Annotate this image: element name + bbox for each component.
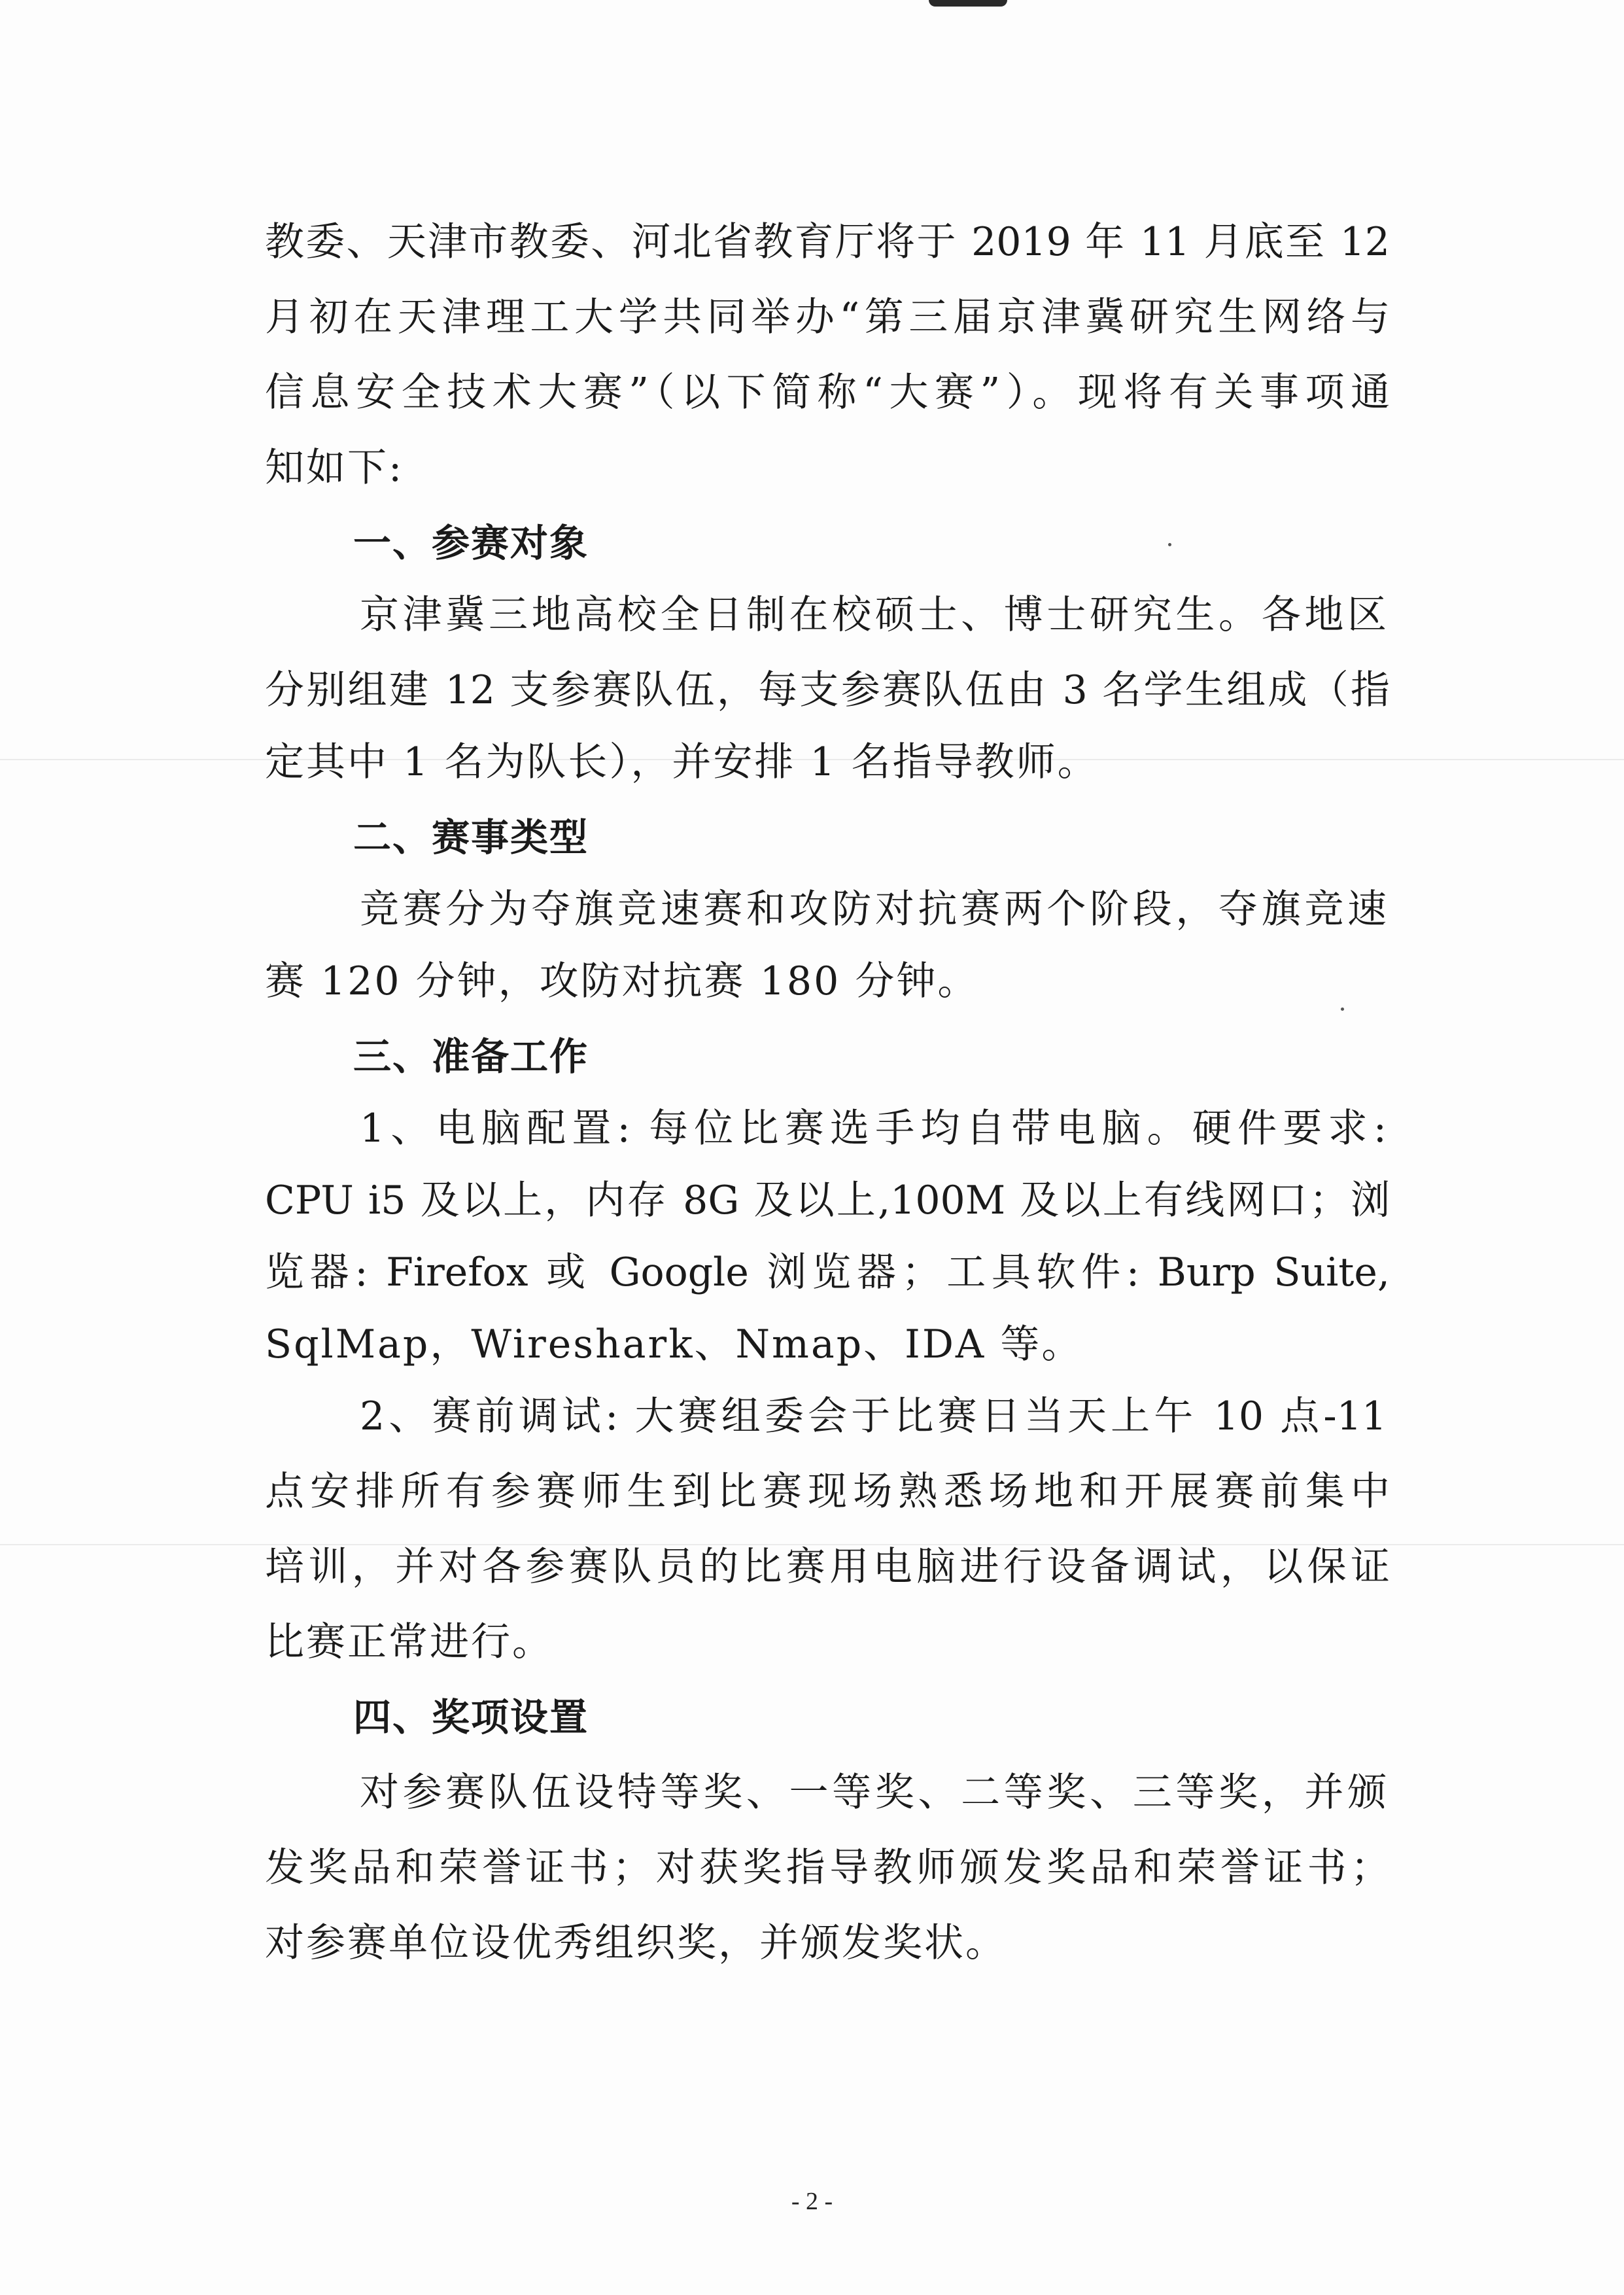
- section-paragraph-line: 比赛正常进行。: [265, 1619, 553, 1665]
- section-paragraph-line: 发奖品和荣誉证书；对获奖指导教师颁发奖品和荣誉证书；: [265, 1845, 1390, 1891]
- section-paragraph-line: 1、电脑配置: 每位比赛选手均自带电脑。硬件要求:: [360, 1106, 1387, 1151]
- intro-paragraph-line: 月初在天津理工大学共同举办“第三届京津冀研究生网络与: [265, 294, 1390, 340]
- section-paragraph-line: 点安排所有参赛师生到比赛现场熟悉场地和开展赛前集中: [265, 1469, 1390, 1515]
- section-heading-event-type: 二、赛事类型: [353, 815, 589, 860]
- scan-speck: [1341, 1007, 1344, 1011]
- section-paragraph-line: 览器: Firefox 或 Google 浏览器；工具软件: Burp Suite,: [265, 1250, 1390, 1295]
- section-paragraph-line: 对参赛队伍设特等奖、一等奖、二等奖、三等奖，并颁: [360, 1770, 1387, 1815]
- section-paragraph-line: 定其中 1 名为队长），并安排 1 名指导教师。: [265, 739, 1099, 785]
- section-heading-preparation: 三、准备工作: [353, 1034, 589, 1079]
- section-paragraph-line: CPU i5 及以上，内存 8G 及以上,100M 及以上有线网口；浏: [265, 1178, 1390, 1223]
- section-paragraph-line: 竞赛分为夺旗竞速赛和攻防对抗赛两个阶段，夺旗竞速: [360, 886, 1387, 932]
- section-paragraph-line: 对参赛单位设优秀组织奖，并颁发奖状。: [265, 1920, 1007, 1966]
- section-paragraph-line: SqlMap，Wireshark、Nmap、IDA 等。: [265, 1322, 1083, 1367]
- intro-paragraph-line: 信息安全技术大赛”（以下简称“大赛”）。现将有关事项通: [265, 370, 1390, 415]
- section-paragraph-line: 培训，并对各参赛队员的比赛用电脑进行设备调试，以保证: [265, 1544, 1390, 1590]
- scan-artifact: [929, 0, 1007, 7]
- section-paragraph-line: 京津冀三地高校全日制在校硕士、博士研究生。各地区: [360, 592, 1387, 638]
- section-heading-participants: 一、参赛对象: [353, 521, 589, 565]
- section-paragraph-line: 2、赛前调试: 大赛组委会于比赛日当天上午 10 点-11: [360, 1393, 1387, 1439]
- section-paragraph-line: 赛 120 分钟，攻防对抗赛 180 分钟。: [265, 958, 979, 1004]
- page-number: - 2 -: [791, 2188, 833, 2215]
- section-paragraph-line: 分别组建 12 支参赛队伍，每支参赛队伍由 3 名学生组成（指: [265, 667, 1390, 713]
- intro-paragraph-line: 教委、天津市教委、河北省教育厅将于 2019 年 11 月底至 12: [265, 219, 1390, 265]
- intro-paragraph-line: 知如下:: [265, 445, 404, 491]
- scan-speck: [1168, 543, 1171, 546]
- section-heading-awards: 四、奖项设置: [353, 1695, 589, 1740]
